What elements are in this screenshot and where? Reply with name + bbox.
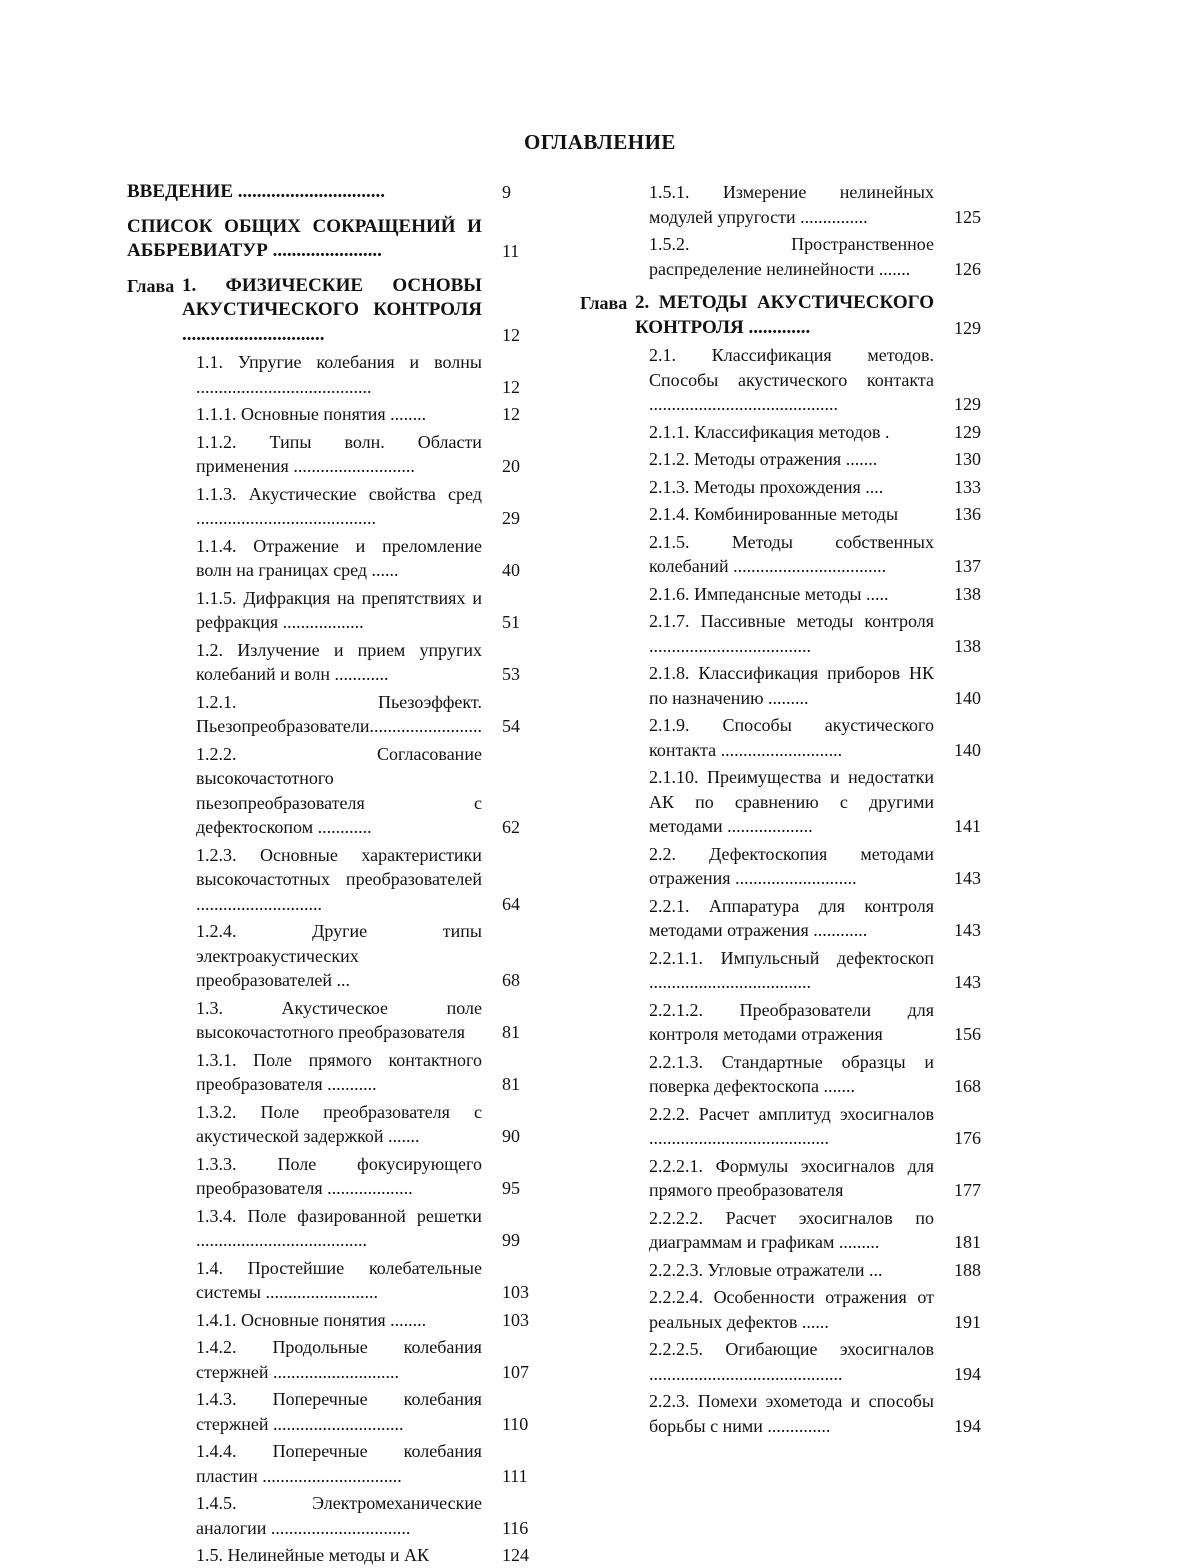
toc-entry-text: 2.1.10. Преимущества и недостатки АК по сравнению с другими методами ................... xyxy=(649,767,934,836)
chapter-label xyxy=(580,842,635,891)
chapter-label xyxy=(580,1154,635,1203)
toc-page-number: 116 xyxy=(501,1517,529,1538)
toc-page-number: 140 xyxy=(954,739,981,760)
toc-entry-text: 1.1.3. Акустические свойства сред ........................................ xyxy=(196,483,482,528)
chapter-label xyxy=(580,998,635,1047)
toc-page-number: 40 xyxy=(501,560,520,580)
chapter-label xyxy=(580,502,635,527)
toc-page-number: 111 xyxy=(501,1465,528,1486)
chapter-label xyxy=(127,843,182,917)
toc-page-number: 11 xyxy=(501,241,520,261)
toc-entry-text: 1.4.5. Электромеханические аналогии ............................... xyxy=(196,1493,482,1538)
chapter-label xyxy=(127,996,182,1045)
toc-page-number: 20 xyxy=(501,456,520,476)
toc-entry-text: 1.3.1. Поле прямого контактного преобразователя ........... xyxy=(196,1049,482,1094)
toc-page-number: 129 xyxy=(954,394,981,414)
chapter-title: 1. ФИЗИЧЕСКИЕ ОСНОВЫ АКУСТИЧЕСКОГО КОНТРОЛЯ .............................. xyxy=(182,274,482,345)
toc-entry-text: 1.3.4. Поле фазированной решетки ...................................... xyxy=(196,1205,482,1250)
chapter-label xyxy=(580,661,635,710)
toc-page-number: 156 xyxy=(954,1024,981,1044)
toc-entry-text: 2.2.1.2. Преобразователи для контроля методами отражения xyxy=(649,999,934,1044)
toc-page-number: 129 xyxy=(954,317,981,338)
chapter-label xyxy=(580,343,635,417)
page-title: ОГЛАВЛЕНИЕ xyxy=(524,130,676,154)
toc-page-number: 64 xyxy=(501,893,520,914)
toc-page-number: 130 xyxy=(954,449,981,469)
toc-page-number: 143 xyxy=(954,920,981,940)
toc-page-number: 29 xyxy=(501,508,520,528)
toc-entry-text: 2.2.2.2. Расчет эхосигналов по диаграммам и графикам ......... xyxy=(649,1207,934,1252)
chapter-label xyxy=(580,1206,635,1255)
toc-entry-text: 1.4.2. Продольные колебания стержней ............................ xyxy=(196,1337,482,1382)
toc-entry-text: 2.1.3. Методы прохождения .... xyxy=(649,476,884,497)
toc-entry-text: 2.1. Классификация методов. Способы акустического контакта .......................................... xyxy=(649,345,934,414)
toc-page-number: 103 xyxy=(501,1282,529,1302)
toc-page-number: 124 xyxy=(501,1545,529,1565)
toc-entry-text: 1.3. Акустическое поле высокочастотного преобразователя xyxy=(196,997,482,1042)
chapter-label xyxy=(580,1389,635,1438)
toc-entry-text: 1.4.4. Поперечные колебания пластин ............................... xyxy=(196,1441,482,1486)
chapter-label xyxy=(580,1102,635,1151)
chapter-label xyxy=(127,1387,182,1436)
chapter-label xyxy=(580,530,635,579)
toc-entry-text: 2.2.2.5. Огибающие эхосигналов ........................................... xyxy=(649,1339,934,1384)
toc-page-number: 12 xyxy=(501,324,520,345)
toc-page-number: 9 xyxy=(501,182,511,202)
toc-right-column xyxy=(580,180,1000,1438)
toc-page-number: 62 xyxy=(501,817,520,837)
toc-entry-text: 1.4. Простейшие колебательные системы ......................... xyxy=(196,1257,482,1302)
toc-entry-text: 1.2.2. Согласование высокочастотного пьезопреобразователя с дефектоскопом ............ xyxy=(196,743,482,837)
chapter-label xyxy=(127,430,182,479)
toc-page-number: 168 xyxy=(954,1076,981,1096)
toc-entry-text: 2.2.2.3. Угловые отражатели ... xyxy=(649,1259,883,1280)
toc-entry-text: 2.1.5. Методы собственных колебаний .................................. xyxy=(649,531,934,576)
chapter-label xyxy=(580,713,635,762)
toc-page-number: 53 xyxy=(501,664,520,684)
chapter-label xyxy=(580,1050,635,1099)
toc-left-column xyxy=(127,180,547,1568)
toc-entry-text: 1.2. Излучение и прием упругих колебаний и волн ............ xyxy=(196,639,482,684)
chapter-label xyxy=(580,1337,635,1386)
chapter-label xyxy=(580,232,635,281)
toc-page-number: 95 xyxy=(501,1178,520,1198)
toc-entry-text: 2.2.1.3. Стандартные образцы и поверка дефектоскопа ....... xyxy=(649,1051,934,1096)
toc-entry-text: 1.1.4. Отражение и преломление волн на границах сред ...... xyxy=(196,535,482,580)
toc-page-number: 137 xyxy=(954,556,981,576)
toc-page-number: 129 xyxy=(954,421,981,442)
chapter-label xyxy=(127,1048,182,1097)
toc-entry-text: 2.2.2.4. Особенности отражения от реальных дефектов ...... xyxy=(649,1287,934,1332)
toc-page-number: 125 xyxy=(954,206,981,227)
toc-entry-text: 2.2. Дефектоскопия методами отражения ........................... xyxy=(649,843,934,888)
chapter-label: Глава xyxy=(127,275,175,296)
toc-page-number: 12 xyxy=(501,404,520,424)
chapter-label xyxy=(127,690,182,739)
toc-page-number: 194 xyxy=(954,1363,981,1384)
toc-page-number: 68 xyxy=(501,970,520,990)
chapter-label xyxy=(580,180,635,229)
toc-entry-text: 1.5.2. Пространственное распределение нелинейности ....... xyxy=(649,234,934,279)
toc-entry-text: 2.2.2. Расчет амплитуд эхосигналов ........................................ xyxy=(649,1103,934,1148)
toc-page-number: 188 xyxy=(954,1259,981,1280)
toc-page-number: 141 xyxy=(954,816,981,836)
chapter-label xyxy=(580,946,635,995)
toc-page-number: 143 xyxy=(954,972,981,992)
toc-page-number: 54 xyxy=(501,716,520,736)
toc-entry-text: 2.2.2.1. Формулы эхосигналов для прямого преобразователя xyxy=(649,1155,934,1200)
toc-page-number: 103 xyxy=(501,1309,529,1330)
chapter-label xyxy=(580,894,635,943)
chapter-label xyxy=(580,1285,635,1334)
toc-entry-text: 1.5. Нелинейные методы и АК xyxy=(196,1545,429,1565)
toc-page-number: 136 xyxy=(954,504,981,524)
toc-entry-text: 2.1.4. Комбинированные методы xyxy=(649,504,899,524)
chapter-label xyxy=(580,582,635,607)
toc-page-number: 126 xyxy=(954,258,981,279)
chapter-label xyxy=(580,475,635,500)
chapter-label xyxy=(127,350,182,399)
toc-page-number: 140 xyxy=(954,687,981,708)
toc-entry-text: 1.5.1. Измерение нелинейных модулей упругости ............... xyxy=(649,182,934,227)
toc-entry-text: 2.1.2. Методы отражения ....... xyxy=(649,449,878,469)
chapter-label xyxy=(580,765,635,839)
toc-entry-text: 1.3.2. Поле преобразователя с акустической задержкой ....... xyxy=(196,1101,482,1146)
toc-entry-text: 1.2.1. Пьезоэффект. Пьезопреобразователи......................... xyxy=(196,691,482,736)
chapter-label xyxy=(127,919,182,993)
toc-entry-text: 2.2.3. Помехи эхометода и способы борьбы с ними .............. xyxy=(649,1391,934,1436)
chapter-label xyxy=(127,586,182,635)
chapter-label xyxy=(127,1439,182,1488)
toc-entry-text: 1.1.5. Дифракция на препятствиях и рефракция .................. xyxy=(196,587,482,632)
chapter-label xyxy=(580,447,635,472)
chapter-label xyxy=(580,1258,635,1283)
toc-entry-text: 1.2.4. Другие типы электроакустических преобразователей ... xyxy=(196,921,482,990)
toc-entry-text: 2.1.1. Классификация методов . xyxy=(649,421,890,442)
chapter-label xyxy=(127,1308,182,1333)
toc-entry-text: СПИСОК ОБЩИХ СОКРАЩЕНИЙ И АББРЕВИАТУР ....................... xyxy=(127,215,482,261)
toc-page-number: 81 xyxy=(501,1074,520,1094)
chapter-label xyxy=(580,609,635,658)
toc-page-number: 99 xyxy=(501,1230,520,1250)
toc-page-number: 181 xyxy=(954,1232,981,1252)
toc-entry-text: 2.1.7. Пассивные методы контроля .................................... xyxy=(649,611,934,656)
toc-page-number: 133 xyxy=(954,476,981,497)
toc-entry-text: 2.1.6. Импедансные методы ..... xyxy=(649,583,889,604)
chapter-label: Глава xyxy=(580,293,628,313)
chapter-label xyxy=(127,1204,182,1253)
toc-entry-text: 1.4.1. Основные понятия ........ xyxy=(196,1309,427,1330)
toc-entry-text: 1.1.2. Типы волн. Области применения ........................... xyxy=(196,431,482,476)
toc-page-number: 51 xyxy=(501,612,520,632)
chapter-label xyxy=(580,420,635,445)
toc-entry-text: 1.2.3. Основные характеристики высокочастотных преобразователей ............................ xyxy=(196,844,482,914)
chapter-label xyxy=(127,742,182,840)
toc-entry-text: 2.1.8. Классификация приборов НК по назначению ......... xyxy=(649,663,934,708)
chapter-label xyxy=(127,1256,182,1305)
toc-page-number: 176 xyxy=(954,1128,981,1148)
toc-page-number: 12 xyxy=(501,376,520,397)
toc-page-number: 177 xyxy=(954,1180,981,1200)
toc-page-number: 138 xyxy=(954,635,981,656)
chapter-label xyxy=(127,1152,182,1201)
toc-page-number: 107 xyxy=(501,1361,529,1382)
toc-entry-text: 2.2.1.1. Импульсный дефектоскоп .................................... xyxy=(649,947,934,992)
toc-page-number: 110 xyxy=(501,1413,529,1434)
chapter-label xyxy=(127,1491,182,1540)
toc-page-number: 81 xyxy=(501,1022,520,1042)
chapter-title: 2. МЕТОДЫ АКУСТИЧЕСКОГО КОНТРОЛЯ ............. xyxy=(635,292,934,338)
toc-page-number: 194 xyxy=(954,1415,981,1436)
chapter-label xyxy=(127,1100,182,1149)
toc-page-number: 138 xyxy=(954,583,981,604)
chapter-label xyxy=(127,1335,182,1384)
chapter-label xyxy=(127,534,182,583)
toc-entry-text: 1.1. Упругие колебания и волны ....................................... xyxy=(196,352,482,397)
toc-entry-text: 2.1.9. Способы акустического контакта ........................... xyxy=(649,715,934,760)
toc-entry-text: 1.3.3. Поле фокусирующего преобразователя ................... xyxy=(196,1153,482,1198)
toc-entry-text: 1.4.3. Поперечные колебания стержней ............................. xyxy=(196,1389,482,1434)
chapter-label xyxy=(127,482,182,531)
toc-page-number: 191 xyxy=(954,1311,981,1332)
toc-page-number: 143 xyxy=(954,868,981,888)
chapter-label xyxy=(127,638,182,687)
chapter-label xyxy=(127,402,182,427)
toc-entry-text: 2.2.1. Аппаратура для контроля методами отражения ............ xyxy=(649,895,934,940)
chapter-label xyxy=(127,1543,182,1568)
toc-page-number: 90 xyxy=(501,1126,520,1146)
toc-entry-text: ВВЕДЕНИЕ ............................... xyxy=(127,181,385,202)
toc-entry-text: 1.1.1. Основные понятия ........ xyxy=(196,404,427,424)
